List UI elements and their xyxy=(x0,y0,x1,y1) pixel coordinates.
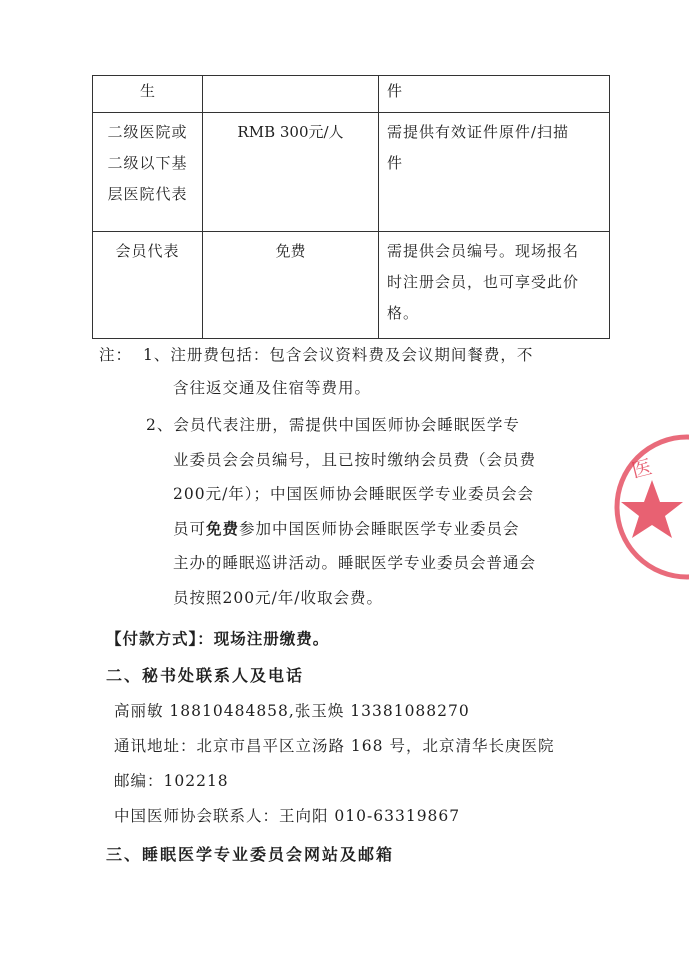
seal-star-icon xyxy=(621,480,683,538)
note-1-line-2: 含往返交通及住宿等费用。 xyxy=(173,379,372,397)
contact-line: 邮编：102218 xyxy=(114,772,229,790)
cell-line: 二级医院或 xyxy=(107,123,188,141)
cell-line: 需提供会员编号。现场报名 xyxy=(387,242,580,260)
cell-line: 件 xyxy=(387,154,404,172)
table-cell: RMB 300元/人 xyxy=(203,113,379,232)
official-seal-stamp xyxy=(612,432,689,582)
table-cell: 免费 xyxy=(203,232,379,339)
cell-line: 层医院代表 xyxy=(107,185,188,203)
section-3-title: 三、睡眠医学专业委员会网站及邮箱 xyxy=(106,845,395,864)
notes-label: 注： xyxy=(99,346,133,364)
table-cell xyxy=(379,113,610,232)
table-cell: 生 xyxy=(93,76,203,113)
table-cell: 件 xyxy=(379,76,610,113)
table-cell xyxy=(203,76,379,113)
table-row xyxy=(93,232,610,339)
cell-line: 格。 xyxy=(387,304,420,322)
fee-table xyxy=(92,75,610,339)
table-cell xyxy=(93,113,203,232)
note-1-line-1: 1、注册费包括：包含会议资料费及会议期间餐费，不 xyxy=(143,346,534,364)
note-2-line: 2、会员代表注册，需提供中国医师协会睡眠医学专 xyxy=(146,416,520,434)
section-2-title: 二、秘书处联系人及电话 xyxy=(106,666,305,685)
text-span: 员可 xyxy=(173,519,207,538)
note-2-line xyxy=(146,514,536,549)
note-2-line: 员按照200元/年/收取会费。 xyxy=(173,588,384,607)
table-cell xyxy=(379,232,610,339)
note-2-line: 主办的睡眠巡讲活动。睡眠医学专业委员会普通会 xyxy=(173,554,537,572)
cell-line: 二级以下基 xyxy=(107,154,188,172)
text-span: 参加中国医师协会睡眠医学专业委员会 xyxy=(239,519,520,538)
contact-info xyxy=(114,697,554,837)
bold-text-span: 免费 xyxy=(206,518,240,538)
note-2-line: 业委员会会员编号，且已按时缴纳会员费（会员费 xyxy=(173,450,537,469)
contact-line: 中国医师协会联系人：王向阳 010-63319867 xyxy=(114,807,461,825)
cell-line: 需提供有效证件原件/扫描 xyxy=(387,123,570,141)
payment-method: 【付款方式】：现场注册缴费。 xyxy=(106,629,330,648)
note-2 xyxy=(146,410,536,617)
cell-line: 时注册会员，也可享受此价 xyxy=(387,273,580,291)
contact-line: 通讯地址：北京市昌平区立汤路 168 号，北京清华长庚医院 xyxy=(114,737,555,755)
table-row xyxy=(93,113,610,232)
contact-line: 高丽敏 18810484858,张玉焕 13381088270 xyxy=(114,702,470,720)
table-cell: 会员代表 xyxy=(93,232,203,339)
seal-text: 医 xyxy=(629,454,655,483)
table-row xyxy=(93,76,610,113)
note-2-line: 200元/年）；中国医师协会睡眠医学专业委员会会 xyxy=(173,485,535,503)
